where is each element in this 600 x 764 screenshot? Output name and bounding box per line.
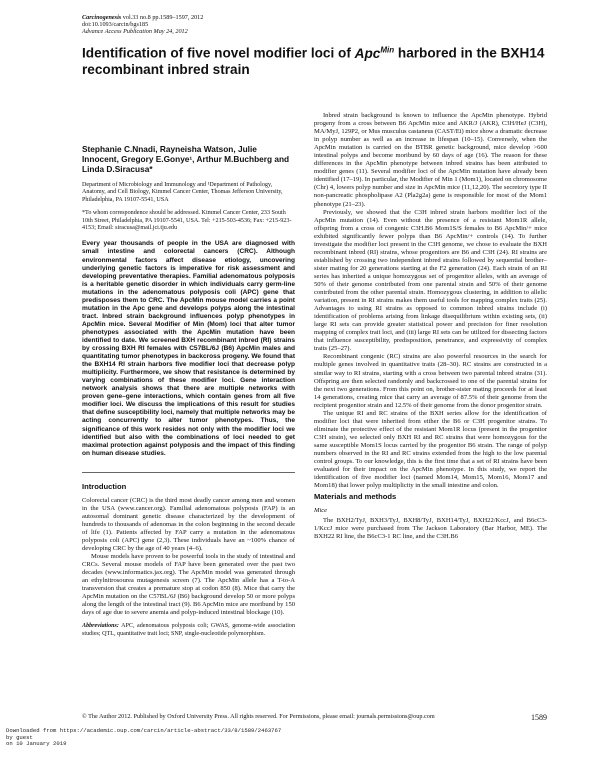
copyright: © The Author 2012. Published by Oxford University Press. All rights reserved. For Permissions, please email: journals.permissions@oup.com [82,713,435,720]
body-paragraph-1: Inbred strain background is known to influence the ApcMin phenotype. Hybrid progeny from a cross between B6 ApcMin mice and AKR/J (AKR), C3H/HeJ (C3H), MA/MyJ, 129P2, or Mus musculus castaneus (CAST/Ei) mice show a dramatic decrease in polyp number as well as an increase in lifespan (10–15). Conversely, when the ApcMin mutation is carried on the BTBR genetic background, mice develop >600 intestinal polyps and become moribund by 60 days of age (16). The reason for these differences in the ApcMin phenotype between inbred strains has been attributed to modifier genes (11). Several modifier loci of the ApcMin mutation have already been identified (17–19). In particular, the Modifier of Min 1 (Mom1), located on chromosome (Chr) 4, lowers polyp number and size in ApcMin mice (11,12,20). The secretory type II non-pancreatic phospholipase A2 (Pla2g2a) gene is responsible for most of the Mom1 phenotype (21–23). [314,112,547,208]
page-footer [82,713,547,720]
methods-subheading: Mice [314,507,328,515]
abstract: Every year thousands of people in the USA are diagnosed with small intestine and colorectal cancers (CRC). Although environmental factors affect disease etiology, uncovering underlying genetic factors is imperative for risk assessment and developing preventative therapies. Familial adenomatous polyposis is a heritable genetic disorder in which individuals carry germ-line mutations in the adenomatous polyposis coli (APC) gene that predisposes them to CRC. The ApcMin mouse model carries a point mutation in the Apc gene and develops polyps along the intestinal tract. Inbred strain background influences polyp phenotypes in ApcMin mice. Several Modifier of Min (Mom) loci that alter tumor phenotypes associated with the ApcMin mutation have been identified to date. We screened BXH recombinant inbred (RI) strains by crossing BXH RI females with C57BL/6J (B6) ApcMin males and quantitating tumor phenotypes in backcross progeny. We found that the BXH14 RI strain harbors five modifier loci that decrease polyp multiplicity. Furthermore, we show that resistance is determined by varying combinations of these modifier loci. Gene interaction network analysis shows that there are multiple networks with proven gene–gene interactions, which contain genes from all five modifier loci. We discuss the implications of this result for studies that define susceptibility loci, namely that multiple networks may be acting concurrently to alter tumor phenotypes. Thus, the significance of this work resides not only with the modifier loci we identified but also with the combinations of loci needed to get maximal protection against polyposis and the impact of this finding on human disease studies. [82,240,295,457]
body-paragraph-3: Recombinant congenic (RC) strains are also powerful resources in the search for multiple genes involved in quantitative traits (28–30). RC strains are constructed in a similar way to RI strains, starting with a cross between two parental inbred strains (31). Offspring are then selected randomly and backcrossed to one of the parental strains for the next two generations. From this point on, brother-sister mating proceeds for at least 14 generations, creating mice that carry an average of 87.5% of their genome from the recipient progenitor strain and 12.5% of their genome from the donor progenitor strain. [314,353,547,409]
page-number: 1589 [531,713,547,722]
paper-title: Identification of five novel modifier loci of Apc$^{Min}$ harbored in the BXH14 recombinant inbred strain [82,45,545,77]
journal-doi: doi:10.1093/carcin/bgs185 [82,21,149,29]
section-divider [82,472,295,473]
advance-access: Advance Access Publication May 24, 2012 [82,28,188,36]
journal-header [82,14,203,36]
left-column [82,112,295,638]
introduction-heading: Introduction [82,481,127,491]
methods-paragraph: The BXH2/TyJ, BXH3/TyJ, BXH8/TyJ, BXH14/TyJ, BXH22/KccJ, and B6cC3-1/KccJ mice were purchased from The Jackson Laboratory (Bar Harbor, ME). The BXH22 RI line, the B6cC3-1 RC line, and the C3H.B6 [314,517,547,541]
methods-heading: Materials and methods [314,492,397,502]
intro-paragraph-1: Colorectal cancer (CRC) is the third most deadly cancer among men and women in the USA (www.cancer.org). Familial adenomatous polyposis (FAP) is an autosomal dominant genetic disease characterized by the development of hundreds to thousands of adenomas in the colon beginning in the second decade of life (1). Patients affected by FAP carry a mutation in the adenomatous polyposis coli (APC) gene (2,3). These individuals have an ~100% chance of developing CRC by the age of 40 years (4–6). [82,496,295,553]
title-gene: Apc [354,45,381,61]
author-list: Stephanie C.Nnadi, Rayneisha Watson, Julie Innocent, Gregory E.Gonye¹, Arthur M.Buchberg and Linda D.Siracusa* [82,144,290,174]
right-column [314,112,547,541]
download-note: Downloaded from https://academic.oup.com/carcin/article-abstract/33/8/1589/2463767 by guest on 10 January 2019 [6,727,282,747]
affiliation: Department of Microbiology and Immunology and ¹Department of Pathology, Anatomy, and Cell Biology, Kimmel Cancer Center, Thomas Jefferson University, Philadelphia, PA 19107-5541, USA [82,182,283,203]
journal-volume: vol.33 no.8 pp.1589–1597, 2012 [122,14,204,21]
abbreviations: Abbreviations: APC, adenomatous polyposis coli; GWAS, genome-wide association studies; QTL, quantitative trait loci; SNP, single-nucleotide polymorphism. [82,623,295,637]
correspondence: *To whom correspondence should be addressed. Kimmel Cancer Center, 233 South 10th Street, Philadelphia, PA 19107-5541, USA. Tel: +215-503-4536; Fax: +215-923-4153; Email: siracusa@mail.jci.tju.edu [82,210,292,232]
intro-paragraph-2: Mouse models have proven to be powerful tools in the study of intestinal and CRCs. Several mouse models of FAP have been generated over the past two decades (www.informatics.jax.org). The ApcMin model was generated through an ethylnitrosourea mutagenesis screen (7). The ApcMin allele has a T-to-A transversion that creates a premature stop at codon 850 (8). Mice that carry the ApcMin mutation on the C57BL/6J (B6) background develop 50 or more polyps along the length of the intestinal tract (9). B6 ApcMin mice are moribund by 150 days of age due to severe anemia and polyp-induced intestinal blockage (10). [82,553,295,617]
body-paragraph-4: The unique RI and RC strains of the BXH series allow for the identification of modifier loci that were inherited from either the B6 or C3H progenitor strains. To eliminate the protective effect of the resistant Mom1R locus (present in the progenitor C3H strain), we selected only BXH RI and RC strains that were homozygous for the same susceptible Mom1S locus carried by the progenitor B6 strain. The range of polyp numbers observed in the RI and RC strains extended from the high to the low parental control groups. To our knowledge, this is the first time that a set of RI strains have been evaluated for their impact on the ApcMin phenotype. In this study, we report the identification of five modifier loci (named Mom14, Mom15, Mom16, Mom17 and Mom18) that lower polyp multiplicity in the small intestine and colon. [314,409,547,490]
body-paragraph-2: Previously, we showed that the C3H inbred strain harbors modifier loci of the ApcMin mutation (14). Even without the presence of a resistant Mom1R allele, offspring from a cross of congenic C3H.B6 Mom1S/S females to B6 ApcMin/+ mice exhibited significantly fewer polyps than B6 ApcMin/+ controls (14). To further investigate the modifier loci present in the C3H genome, we chose to evaluate the BXH recombinant inbred (RI) strains, whose progenitors are B6 and C3H (24). RI strains are established by crossing two independent inbred strains followed by sequential brother–sister mating for 20 generations starting at the F2 generation (24). Each strain of an RI series has inherited a unique homozygous set of progenitor alleles, with an average of 50% of their genome contributed from one parental strain and 50% of their genome contributed from the other parental strain. Homozygous clustering, in addition to allelic variation, present in RI strains makes them useful tools for mapping complex traits (25). Advantages to using RI strains as opposed to common inbred strains include (i) identification of problems arising from linkage disequilibrium within existing sets, (ii) large RI sets can provide greater statistical power and precision for finer resolution mapping of complex trait loci, and (iii) large RI sets can be utilized for dissecting factors that influence susceptibility, predisposition, penetrance, and expressivity of complex traits (25–27). [314,208,547,353]
journal-name: Carcinogenesis [82,14,122,21]
